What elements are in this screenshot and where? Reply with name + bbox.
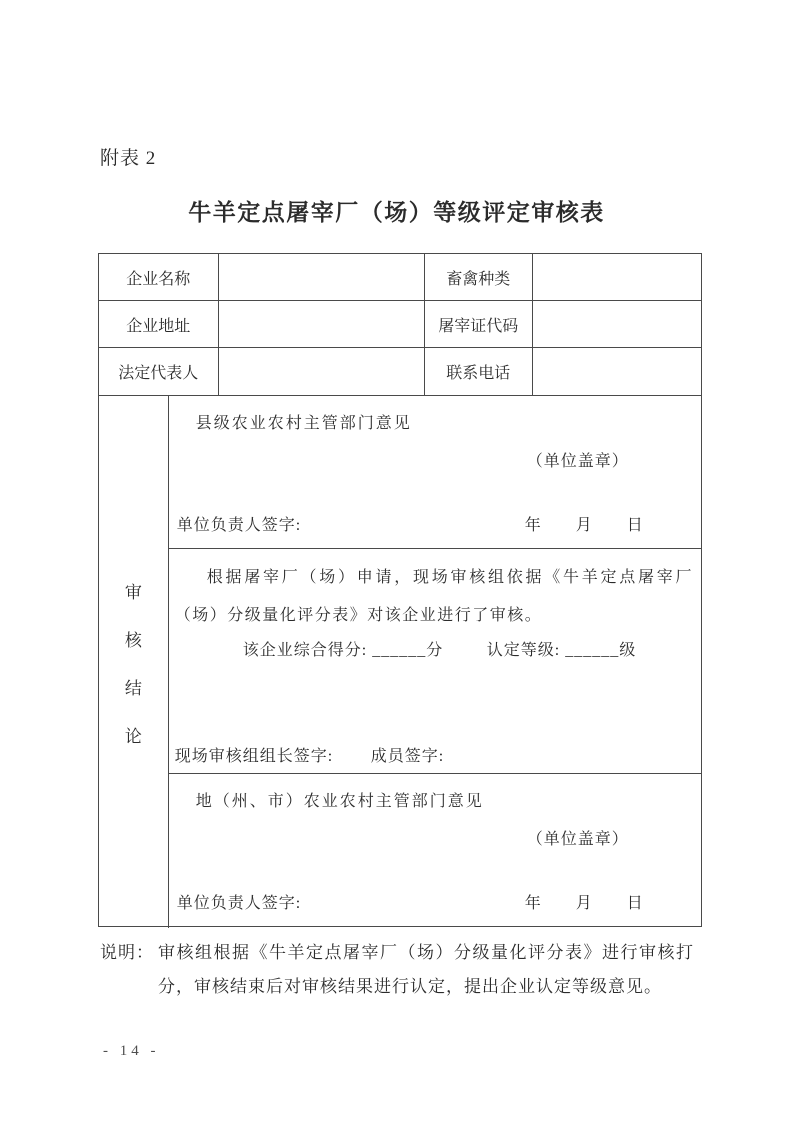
unit-seal-placeholder: （单位盖章） [526, 831, 629, 849]
county-opinion-section [169, 396, 701, 549]
date-blank: 年 月 日 [524, 516, 644, 534]
unit-seal-placeholder: （单位盖章） [526, 453, 629, 470]
county-opinion-heading: 县级农业农村主管部门意见 [195, 415, 412, 432]
review-conclusion-vertical-label [99, 396, 169, 928]
member-signature-label: 成员签字: [370, 748, 445, 766]
prefecture-opinion-heading: 地（州、市）农业农村主管部门意见 [195, 793, 484, 811]
page-title: 牛羊定点屠宰厂（场）等级评定审核表 [188, 199, 605, 225]
audit-result-section [169, 549, 701, 775]
score-grade-line [169, 637, 701, 659]
prefecture-opinion-section [169, 774, 701, 928]
vertical-label-char: 结 [124, 678, 142, 698]
unit-head-signature-label: 单位负责人签字: [176, 895, 302, 912]
audit-paragraph: 根据屠宰厂（场）申请，现场审核组依据《牛羊定点屠宰厂（场）分级量化评分表》对该企业进行了审核。 [174, 568, 693, 624]
review-form-table [98, 253, 702, 927]
certified-grade-blank: 认定等级: ______级 [486, 641, 637, 659]
contact-phone-value [533, 348, 701, 395]
note-label: 说明： [100, 943, 154, 962]
enterprise-name-value [219, 254, 425, 300]
date-blank: 年 月 日 [524, 895, 644, 912]
appendix-label: 附表 2 [100, 148, 157, 169]
vertical-label-char: 论 [124, 726, 142, 746]
table-row [99, 301, 701, 348]
enterprise-info-rows [99, 254, 701, 395]
team-leader-signature-label: 现场审核组组长签字: [174, 748, 334, 766]
livestock-type-label: 畜禽种类 [425, 254, 533, 300]
legal-representative-value [219, 348, 425, 395]
note-text: 审核组根据《牛羊定点屠宰厂（场）分级量化评分表》进行审核打分，审核结束后对审核结果进行认定，提出企业认定等级意见。 [158, 943, 694, 996]
enterprise-address-label: 企业地址 [99, 301, 219, 347]
explanation-note [100, 936, 700, 1004]
slaughter-cert-code-value [533, 301, 701, 347]
county-sign-row [177, 512, 701, 532]
vertical-label-char: 审 [124, 582, 142, 602]
livestock-type-value [533, 254, 701, 300]
contact-phone-label: 联系电话 [425, 348, 533, 395]
table-row [99, 348, 701, 395]
conclusion-sections [169, 396, 701, 928]
page-number: - 14 - [103, 1043, 160, 1059]
vertical-label-char: 核 [124, 630, 142, 650]
prefecture-sign-row [177, 890, 701, 910]
audit-sign-row [174, 743, 695, 766]
unit-head-signature-label: 单位负责人签字: [176, 516, 302, 534]
review-conclusion-block [99, 395, 701, 928]
legal-representative-label: 法定代表人 [99, 348, 219, 395]
table-row [99, 254, 701, 301]
composite-score-blank: 该企业综合得分: ______分 [242, 641, 444, 659]
enterprise-name-label: 企业名称 [99, 254, 219, 300]
enterprise-address-value [219, 301, 425, 347]
slaughter-cert-code-label: 屠宰证代码 [425, 301, 533, 347]
